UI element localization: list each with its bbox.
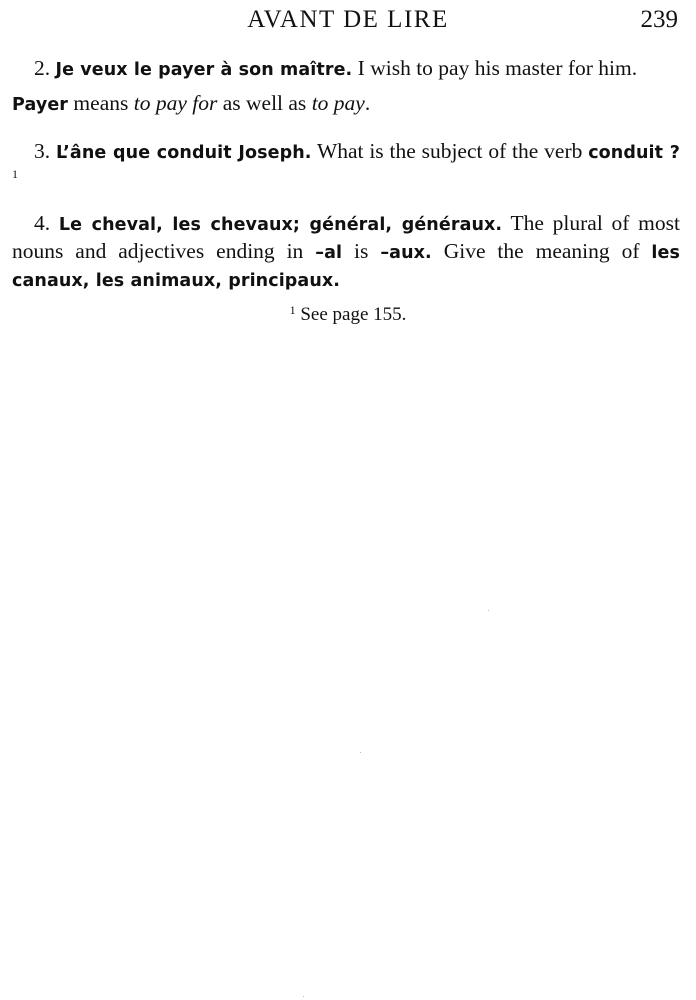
footnote bbox=[0, 304, 696, 326]
page-number: 239 bbox=[640, 6, 678, 33]
payer-text-1: means bbox=[68, 91, 134, 115]
item-number: 4. bbox=[34, 211, 51, 235]
french-example: L’âne que conduit Joseph. bbox=[55, 143, 312, 163]
footnote-reference: 1 bbox=[12, 167, 18, 181]
paper-speck bbox=[303, 996, 304, 997]
exercise-item-2 bbox=[12, 55, 680, 83]
practice-words: les canaux, les animaux, principaux. bbox=[12, 243, 681, 291]
explanation-text-2: is bbox=[342, 239, 381, 263]
explanation-text-3: Give the meaning of bbox=[431, 239, 652, 263]
running-head bbox=[0, 6, 696, 40]
question-text: What is the subject of the verb bbox=[316, 139, 583, 163]
paper-speck bbox=[360, 752, 361, 753]
payer-italic-1: to pay for bbox=[133, 91, 218, 115]
french-example: Le cheval, les chevaux; général, généraux. bbox=[58, 215, 503, 235]
paper-speck bbox=[488, 610, 489, 611]
payer-text-2: as well as bbox=[217, 91, 312, 115]
payer-italic-2: to pay bbox=[311, 91, 365, 115]
payer-note bbox=[12, 90, 680, 118]
payer-end: . bbox=[364, 91, 371, 115]
footnote-text: See page 155. bbox=[300, 304, 407, 325]
explanation-text-1: The plural of most nouns and adjectives ending in bbox=[12, 211, 680, 263]
ending-aux: –aux. bbox=[380, 243, 432, 263]
running-title: AVANT DE LIRE bbox=[247, 6, 449, 33]
payer-word: Payer bbox=[12, 95, 69, 115]
exercise-item-4 bbox=[12, 210, 680, 294]
footnote-mark: 1 bbox=[289, 303, 296, 317]
item-number: 2. bbox=[34, 56, 51, 80]
english-translation: I wish to pay his master for him. bbox=[357, 56, 638, 80]
item-number: 3. bbox=[34, 139, 51, 163]
verb-word: conduit ? bbox=[588, 143, 680, 163]
ending-al: –al bbox=[315, 243, 343, 263]
exercise-item-3 bbox=[12, 138, 680, 192]
french-example: Je veux le payer à son maître. bbox=[55, 60, 353, 80]
